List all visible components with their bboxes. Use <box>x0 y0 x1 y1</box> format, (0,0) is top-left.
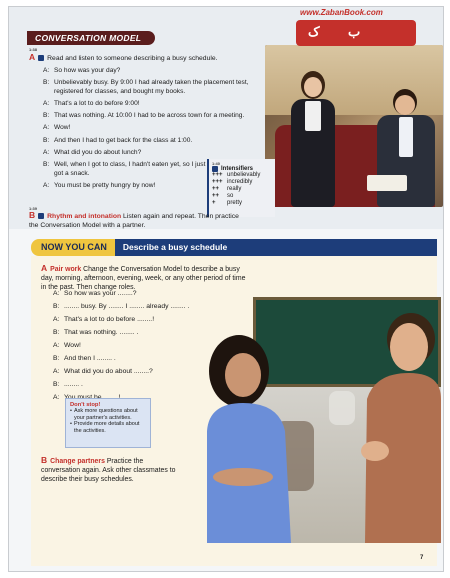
speaker-label: A: <box>43 181 50 189</box>
dialog-line <box>43 67 269 76</box>
speaker-label: A: <box>53 341 60 349</box>
exercise-letter-b: B <box>41 455 48 465</box>
pair-work-text: Change the Conversation Model to describe a busy day, morning, afternoon, evening, week, or any other period of time in the past. Then change roles. <box>41 266 246 291</box>
speaker-label: A: <box>53 315 60 323</box>
change-partners-title: Change partners <box>50 458 105 465</box>
dialog-text: And then I had to get back for the class at 1:00. <box>54 136 193 144</box>
fill-line[interactable] <box>53 368 233 377</box>
dialog-text: What did you do about lunch? <box>54 148 142 156</box>
intensity-level: + <box>212 200 216 207</box>
intensifier-word: pretty <box>227 200 243 207</box>
dialog-text: That's a lot to do before 9:00! <box>54 99 140 107</box>
man-face <box>395 95 415 115</box>
newspaper <box>367 175 407 191</box>
dont-stop-item: • Provide more details about the activities. <box>70 421 146 434</box>
dialog-text: Unbelievably busy. By 9:00 I had already taken the placement test, registered for classes, and bought my books. <box>54 79 249 95</box>
track-number-b: 1:39 <box>29 206 38 211</box>
speaker-label: B: <box>53 328 60 336</box>
track-number-intensifiers: 1:40 <box>212 161 221 166</box>
dont-stop-item: • Ask more questions about your partner's activities. <box>70 408 146 421</box>
logo-glyph: ب <box>348 24 361 39</box>
now-you-can-label: NOW YOU CAN <box>31 239 115 256</box>
now-you-can-title: Describe a busy schedule <box>115 239 437 256</box>
speaker-label: A: <box>43 67 50 74</box>
exercise-letter-a: A <box>29 52 36 62</box>
exercise-b-instruction <box>29 211 249 230</box>
audio-speaker-icon[interactable] <box>38 55 44 61</box>
speaker-label: B: <box>43 160 50 168</box>
conversation-photo <box>265 45 443 207</box>
intensity-level: +++ <box>212 179 223 186</box>
fill-text: That's a lot to do before ........! <box>64 315 155 323</box>
exercise-a-instruction <box>29 53 265 63</box>
dialog-text: You must be pretty hungry by now! <box>54 181 156 189</box>
dont-stop-box <box>65 398 151 448</box>
dialog-text: Wow! <box>54 124 71 132</box>
fill-text: ........ busy. By ........ I ........ already ........ . <box>64 302 190 310</box>
man-face <box>390 323 428 371</box>
fill-line[interactable] <box>53 355 233 364</box>
dialog-line <box>43 112 269 121</box>
intensifier-row <box>212 179 272 186</box>
fill-text: And then I ........ . <box>64 354 116 362</box>
speaker-label: A: <box>53 290 60 297</box>
fill-line[interactable] <box>53 303 233 312</box>
speaker-label: B: <box>53 380 60 388</box>
intensifiers-box <box>207 159 275 217</box>
photo-man <box>367 89 437 207</box>
fill-text: Wow! <box>64 341 81 349</box>
intensifier-word: incredibly <box>227 179 253 186</box>
intensifier-row <box>212 172 272 179</box>
exercise-letter-a: A <box>41 263 48 273</box>
intensifiers-title-text: Intensifiers <box>221 166 254 172</box>
man-hand <box>361 441 389 461</box>
speaker-label: B: <box>53 302 60 310</box>
intensifier-row <box>212 186 272 193</box>
dialog-text: That was nothing. At 10:00 I had to be across town for a meeting. <box>54 112 245 120</box>
speaker-label: A: <box>53 393 60 401</box>
intensity-level: ++ <box>212 186 220 193</box>
fill-line[interactable] <box>53 342 233 351</box>
exercise-a-text: Read and listen to someone describing a busy schedule. <box>47 55 218 62</box>
fill-text: That was nothing. ........ . <box>64 328 139 336</box>
now-you-can-section <box>31 256 437 566</box>
logo-url[interactable]: www.ZabanBook.com <box>300 8 383 17</box>
woman-arms <box>213 468 273 486</box>
intensifier-row <box>212 200 272 207</box>
photo-woman <box>287 71 339 207</box>
dialog-line <box>43 137 269 146</box>
page-number: 7 <box>420 555 424 561</box>
speaker-label: A: <box>43 124 50 132</box>
dialog-text: So how was your day? <box>54 67 121 74</box>
track-number-a: 1:38 <box>29 47 38 52</box>
fill-line[interactable] <box>53 316 233 325</box>
speaker-label: B: <box>53 354 60 362</box>
speaker-label: B: <box>43 136 50 144</box>
fill-text: What did you do about ........? <box>64 367 153 375</box>
speaker-label: A: <box>53 367 60 375</box>
dont-stop-title: Don't stop! <box>70 402 101 408</box>
audio-speaker-icon[interactable] <box>38 213 44 219</box>
intensifier-row <box>212 193 272 200</box>
speaker-label: A: <box>43 148 50 156</box>
exercise-letter-b: B <box>29 210 36 220</box>
dialog-line <box>43 100 269 109</box>
logo-glyph: ک <box>308 24 320 39</box>
speaker-label: B: <box>43 79 50 87</box>
fill-line[interactable] <box>53 381 233 390</box>
change-partners-text: Practice the conversation again. Ask other classmates to describe their busy schedules. <box>41 458 176 483</box>
speaker-label: A: <box>43 99 50 107</box>
conversation-model-tab: CONVERSATION MODEL <box>27 31 155 45</box>
dialog-line <box>43 124 269 133</box>
intensifier-word: really <box>227 186 242 193</box>
exercise-b-text: Listen again and repeat. Then practice the Conversation Model with a partner. <box>29 213 239 229</box>
textbook-page <box>8 6 444 572</box>
dialog-text: Well, when I got to class, I hadn't eaten yet, so I just got a snack. <box>54 160 206 177</box>
fill-in-dialog <box>53 290 233 407</box>
man-shirt <box>399 117 413 157</box>
zabanbook-logo <box>296 20 416 46</box>
fill-text: ........ . <box>64 380 83 388</box>
fill-line[interactable] <box>53 290 233 299</box>
intensity-level: +++ <box>212 172 223 178</box>
exercise-change-partners <box>41 456 181 484</box>
intensifier-word: so <box>227 193 234 200</box>
dialog-line <box>43 149 269 158</box>
exercise-b-title: Rhythm and intonation <box>47 213 122 220</box>
dialog-line <box>43 161 209 178</box>
pair-work-title: Pair work <box>50 266 82 273</box>
now-you-can-banner <box>31 239 437 256</box>
woman-blouse <box>305 101 321 131</box>
intensifier-word: unbelievably <box>227 172 261 178</box>
intensity-level: ++ <box>212 193 220 200</box>
fill-text: So how was your ........? <box>64 290 137 297</box>
exercise-pair-work <box>41 264 251 292</box>
woman-face <box>304 77 322 97</box>
fill-line[interactable] <box>53 329 233 338</box>
speaker-label: B: <box>43 112 50 120</box>
dialog-line <box>43 79 269 96</box>
